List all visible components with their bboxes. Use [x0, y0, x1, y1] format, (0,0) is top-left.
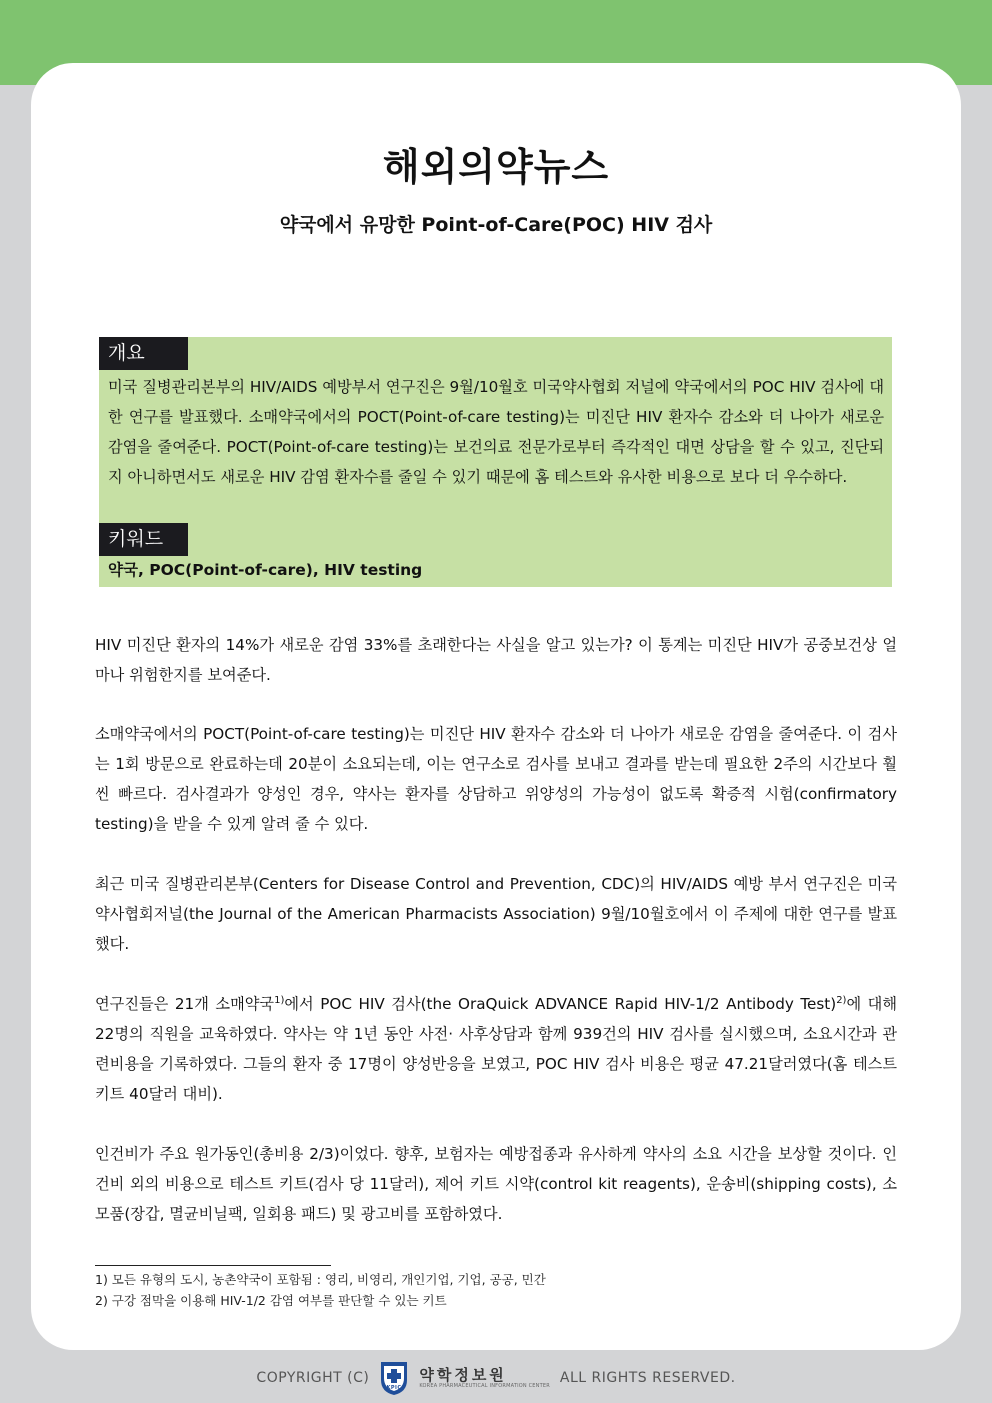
footnote-ref-1[interactable]: 1) [274, 994, 285, 1006]
body-paragraph-2: 소매약국에서의 POCT(Point-of-care testing)는 미진단 HIV 환자수 감소와 더 나아가 새로운 감염을 줄여준다. 이 검사는 1회 방문으로 완료하는데 20분이 소요되는데, 이는 연구소로 검사를 보내고 결과를 받는데 필요한 2주의 시간보다 훨씬 빠르다. 검사결과가 양성인 경우, 약사는 환자를 상담하고 위양성의 가능성이 없도록 확증적 시험(confirmatory testing)을 받을 수 있게 알려 줄 수 있다. [95, 725, 897, 833]
footnote-1: 1) 모든 유형의 도시, 농촌약국이 포함됨 : 영리, 비영리, 개인기업, 기업, 공공, 민간 [95, 1272, 546, 1287]
page-title: 해외의약뉴스 [382, 145, 610, 189]
body-paragraph-4 [95, 989, 897, 1109]
org-name-korean: 약학정보원 [419, 1366, 507, 1384]
org-name-english: KOREA PHARMACEUTICAL INFORMATION CENTER [419, 1382, 550, 1389]
footnote-2: 2) 구강 점막을 이용해 HIV-1/2 감염 여부를 판단할 수 있는 키트 [95, 1293, 447, 1308]
summary-box [99, 337, 892, 587]
p4-text-c: 에 대해 22명의 직원을 교육하였다. 약사는 약 1년 동안 사전· 사후상담과 함께 939건의 HIV 검사를 실시했으며, 소요시간과 관련비용을 기록하였다. 그들의 환자 중 17명이 양성반응을 보였고, POC HIV 검사 비용은 평균 47.21달러였다(홈 테스트 키트 40달러 대비). [95, 995, 897, 1103]
keyword-text: 약국, POC(Point-of-care), HIV testing [108, 561, 423, 579]
footnote-divider [95, 1265, 331, 1266]
body-paragraph-5: 인건비가 주요 원가동인(총비용 2/3)이었다. 향후, 보험자는 예방접종과 유사하게 약사의 소요 시간을 보상할 것이다. 인건비 외의 비용으로 테스트 키트(검사 당 11달러), 제어 키트 시약(control kit reagents), 운송비(shipping costs), 소모품(장갑, 멸균비닐팩, 일회용 패드) 및 광고비를 포함하였다. [95, 1145, 897, 1223]
footer [0, 1358, 992, 1398]
p4-text-a: 연구진들은 21개 소매약국 [95, 995, 275, 1013]
keyword-label: 키워드 [99, 523, 188, 556]
overview-text: 미국 질병관리본부의 HIV/AIDS 예방부서 연구진은 9월/10월호 미국약사협회 저널에 약국에서의 POC HIV 검사에 대한 연구를 발표했다. 소매약국에서의 POCT(Point-of-care testing)는 미진단 HIV 환자수 감소와 더 나아가 새로운 감염을 줄여준다. POCT(Point-of-care testing)는 보건의료 전문가로부터 즉각적인 대면 상담을 할 수 있고, 진단되지 아니하면서도 새로운 HIV 감염 환자수를 줄일 수 있기 때문에 홈 테스트와 유사한 비용으로 보다 더 우수하다. [108, 378, 884, 486]
overview-label: 개요 [99, 337, 188, 370]
copyright-text: COPYRIGHT (C) [256, 1370, 370, 1386]
body-paragraph-1: HIV 미진단 환자의 14%가 새로운 감염 33%를 초래한다는 사실을 알고 있는가? 이 통계는 미진단 HIV가 공중보건상 얼마나 위험한지를 보여준다. [95, 636, 897, 684]
body-paragraph-3: 최근 미국 질병관리본부(Centers for Disease Control and Prevention, CDC)의 HIV/AIDS 예방 부서 연구진은 미국약사협회저널(the Journal of the American Pharmacists Association) 9월/10월호에서 이 주제에 대한 연구를 발표했다. [95, 875, 897, 953]
kpic-logo-icon [379, 1360, 409, 1396]
footnote-ref-2[interactable]: 2) [836, 994, 847, 1006]
kpic-logo-text: KPIC [386, 1385, 402, 1391]
rights-text: ALL RIGHTS RESERVED. [559, 1370, 736, 1386]
p4-text-b: 에서 POC HIV 검사(the OraQuick ADVANCE Rapid HIV-1/2 Antibody Test) [284, 995, 837, 1013]
kpic-org-name [419, 1367, 550, 1389]
article-title: 약국에서 유망한 Point-of-Care(POC) HIV 검사 [279, 214, 713, 236]
